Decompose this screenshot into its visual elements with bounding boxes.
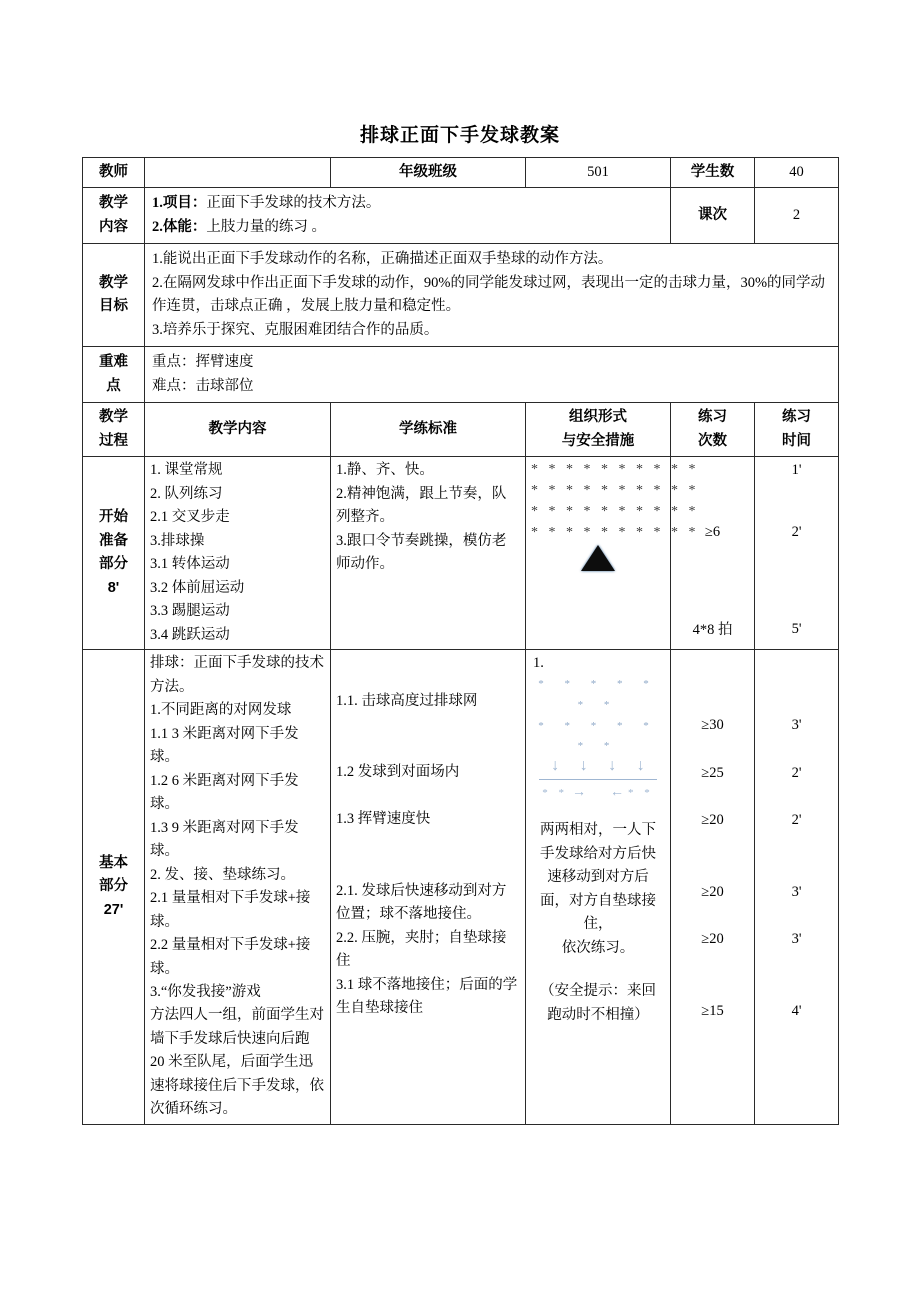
teaching-content-value[interactable] — [145, 188, 671, 244]
main-content-line: 3.“你发我接”游戏 — [150, 983, 261, 1000]
main-standard-cell[interactable] — [331, 650, 526, 1125]
warmup-organization-cell[interactable] — [526, 457, 699, 650]
warmup-time-value: 2' — [791, 523, 802, 540]
table-row-basic-info — [83, 158, 839, 188]
main-content-line: 2. 发、接、垫球练习。 — [150, 866, 295, 883]
objective-item: 2.在隔网发球中作出正面下手发球的动作，90%的同学能发球过网，表现出一定的击球力量，30%的同学动作连贯，击球点正确 ，发展上肢力量和稳定性。 — [152, 274, 826, 315]
warmup-standard-line: 2.精神饱满，跟上节奏，队列整齐。 — [336, 485, 507, 526]
formation-caption: 1. — [533, 655, 544, 672]
column-header-organization — [526, 403, 671, 457]
formation-asterisk-row: * * * * * * * * * * — [531, 525, 699, 541]
teacher-value[interactable] — [145, 158, 331, 188]
warmup-label-line: 准备 — [99, 532, 128, 549]
warmup-standard-line: 3.跟口令节奏跳操，模仿老师动作。 — [336, 532, 507, 573]
organization-header-line-1: 组织形式 — [569, 409, 627, 426]
warmup-standard-line: 1.静、齐、快。 — [336, 462, 434, 479]
main-standard-line: 1.2 发球到对面场内 — [336, 763, 460, 780]
table-row-teaching-content — [83, 188, 839, 244]
column-header-time — [755, 403, 839, 457]
arrow-down-icon: ↓ — [636, 757, 645, 775]
main-reps-value: ≥25 — [701, 764, 724, 781]
keypoints-label: 重难 点 — [83, 347, 145, 403]
objective-item: 1.能说出正面下手发球动作的名称，正确描述正面双手垫球的动作方法。 — [152, 251, 613, 268]
keypoint-line: 难点：击球部位 — [152, 377, 254, 394]
arrow-down-icon: ↓ — [579, 757, 588, 775]
column-header-standard: 学练标准 — [331, 403, 526, 457]
warmup-content-line: 2.1 交叉步走 — [150, 509, 230, 526]
warmup-reps-value: 4*8 拍 — [692, 621, 733, 638]
warmup-time-value: 5' — [791, 621, 802, 638]
organization-description — [531, 819, 665, 960]
main-time-value: 3' — [791, 931, 802, 948]
main-reps-value: ≥20 — [701, 931, 724, 948]
table-row-section-main — [83, 650, 839, 1125]
organization-description-text: 依次练习。 — [561, 939, 635, 956]
main-content-line: 1.3 9 米距离对网下手发球。 — [150, 819, 299, 860]
process-header-line-1: 教学 — [99, 409, 128, 426]
main-reps-value: ≥20 — [701, 883, 724, 900]
keypoints-value[interactable] — [145, 347, 839, 403]
column-header-process — [83, 403, 145, 457]
warmup-content-cell[interactable] — [145, 457, 331, 650]
warmup-content-line: 3.4 跳跃运动 — [150, 626, 230, 643]
main-content-line: 2.1 量量相对下手发球+接球。 — [150, 890, 311, 930]
lesson-number-label: 课次 — [671, 188, 755, 244]
arrow-down-icon: ↓ — [608, 757, 617, 775]
reps-header-line-2: 次数 — [698, 432, 727, 449]
main-time-value: 3' — [791, 883, 802, 900]
arrow-down-icon: ↓ — [551, 757, 560, 775]
main-label-line: 部分 — [99, 878, 128, 895]
column-header-content: 教学内容 — [145, 403, 331, 457]
volleyball-net-line — [539, 779, 657, 780]
objective-item: 3.培养乐于探究、克服困难团结合作的品质。 — [152, 321, 439, 338]
warmup-content-line: 3.3 踢腿运动 — [150, 603, 230, 620]
lesson-plan-table — [82, 157, 839, 1125]
main-label-line: 基本 — [99, 854, 128, 871]
content-item-1-text: 正面下手发球的技术方法。 — [206, 195, 381, 212]
warmup-reps-value: ≥6 — [704, 524, 721, 541]
main-content-line: 方法四人一组，前面学生对墙下手发球后快速向后跑 20 米至队尾，后面学生迅速将球接住后下手发球，依次循环练习。 — [150, 1007, 324, 1118]
warmup-content-line: 2. 队列练习 — [150, 485, 223, 502]
main-organization-cell[interactable] — [526, 650, 671, 1125]
arrow-left-icon: ← — [610, 785, 624, 801]
grade-label: 年级班级 — [331, 158, 526, 188]
main-reps-cell[interactable] — [671, 650, 755, 1125]
section-label-main — [83, 650, 145, 1125]
main-label-line: 27' — [103, 901, 124, 918]
warmup-content-line: 3.排球操 — [150, 532, 205, 549]
students-value[interactable]: 40 — [755, 158, 839, 188]
main-reps-value: ≥30 — [701, 717, 724, 734]
warmup-label-line: 8' — [107, 579, 120, 596]
main-time-cell[interactable] — [755, 650, 839, 1125]
table-row-section-warmup — [83, 457, 839, 650]
reps-header-line-1: 练习 — [698, 409, 727, 426]
keypoint-line: 重点：挥臂速度 — [152, 354, 254, 371]
main-standard-line: 2.2. 压腕，夹肘；自垫球接住 — [336, 929, 507, 970]
formation-asterisk-row: * * * * * * * * * * — [531, 462, 699, 478]
formation-asterisk-left: * * — [542, 787, 568, 800]
page-title: 排球正面下手发球教案 — [359, 125, 560, 146]
warmup-time-value: 1' — [791, 462, 802, 479]
main-standard-line: 1.1. 击球高度过排球网 — [336, 693, 478, 710]
warmup-label-line: 开始 — [99, 509, 128, 526]
table-row-objectives — [83, 244, 839, 347]
warmup-content-line: 3.2 体前屈运动 — [150, 579, 245, 596]
formation-bottom-row — [531, 784, 665, 803]
formation-asterisk-right: * * — [628, 787, 654, 800]
main-content-cell[interactable] — [145, 650, 331, 1125]
main-content-line: 1.2 6 米距离对网下手发球。 — [150, 772, 299, 813]
section-label-warmup — [83, 457, 145, 650]
warmup-standard-cell[interactable] — [331, 457, 526, 650]
objectives-value[interactable] — [145, 244, 839, 347]
grade-value[interactable]: 501 — [526, 158, 671, 188]
main-time-value: 2' — [791, 764, 802, 781]
time-header-line-2: 时间 — [782, 432, 811, 449]
main-time-value: 2' — [791, 812, 802, 829]
warmup-label-line: 部分 — [99, 556, 128, 573]
main-time-value: 4' — [791, 1002, 802, 1019]
main-standard-line: 1.3 挥臂速度快 — [336, 811, 431, 828]
warmup-time-cell[interactable] — [755, 457, 839, 650]
warmup-content-line: 3.1 转体运动 — [150, 556, 230, 573]
content-item-1-prefix: 1.项目： — [152, 195, 207, 212]
formation-asterisk-row: * * * * * * * * * * — [531, 504, 699, 520]
content-item-2-text: 上肢力量的练习 。 — [206, 218, 326, 235]
formation-asterisk-row: * * * * * * * * * * — [531, 483, 699, 499]
formation-asterisk-row-top: * * * * * * * — [538, 677, 658, 711]
content-item-2-prefix: 2.体能： — [152, 218, 207, 235]
arrow-right-icon: → — [572, 785, 586, 801]
organization-description-text: 两两相对，一人下手发球给对方后快速移动到对方后面，对方自垫球接住， — [540, 822, 656, 933]
main-reps-value: ≥15 — [701, 1002, 724, 1019]
main-content-line: 2.2 量量相对下手发球+接球。 — [150, 937, 311, 977]
column-header-reps — [671, 403, 755, 457]
table-row-keypoints — [83, 347, 839, 403]
formation-diagram-main — [531, 652, 665, 803]
process-header-line-2: 过程 — [99, 432, 128, 449]
teacher-label: 教师 — [83, 158, 145, 188]
formation-asterisk-row-top: * * * * * * * — [538, 719, 658, 753]
main-content-line: 1.不同距离的对网发球 — [150, 702, 292, 719]
students-label: 学生数 — [671, 158, 755, 188]
objectives-label: 教学 目标 — [83, 244, 145, 347]
main-reps-value: ≥20 — [701, 812, 724, 829]
safety-note: （安全提示：来回跑动时不相撞） — [540, 983, 656, 1023]
teacher-position-triangle-icon — [581, 545, 615, 571]
organization-header-line-2: 与安全措施 — [561, 432, 635, 449]
teaching-content-label: 教学 内容 — [83, 188, 145, 244]
formation-down-arrows — [531, 757, 665, 774]
main-standard-line: 3.1 球不落地接住；后面的学生自垫球接住 — [336, 976, 518, 1017]
main-standard-line: 2.1. 发球后快速移动到对方位置；球不落地接住。 — [336, 882, 507, 923]
lesson-number-value[interactable]: 2 — [755, 188, 839, 244]
main-time-value: 3' — [791, 717, 802, 734]
warmup-content-line: 1. 课堂常规 — [150, 462, 223, 479]
formation-diagram-warmup — [531, 459, 699, 571]
time-header-line-1: 练习 — [782, 409, 811, 426]
main-content-line: 1.1 3 米距离对网下手发球。 — [150, 725, 299, 766]
table-row-column-headers — [83, 403, 839, 457]
main-content-line: 排球：正面下手发球的技术方法。 — [150, 655, 324, 695]
